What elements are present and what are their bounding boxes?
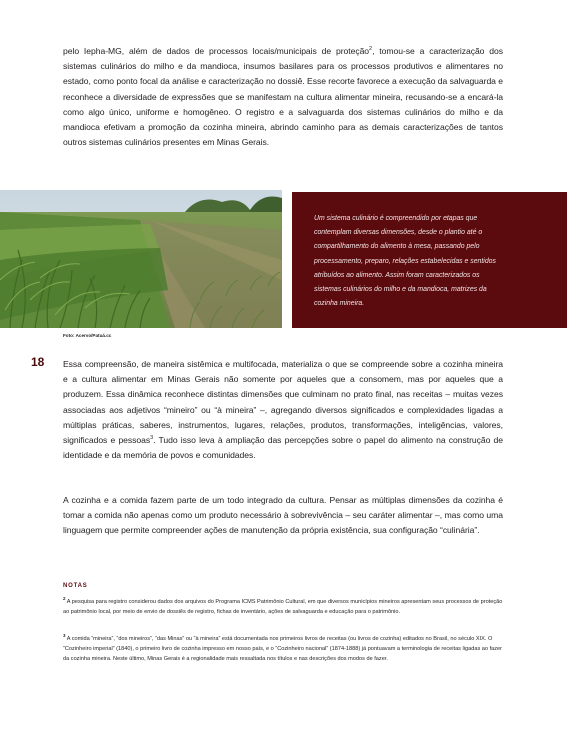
footnote-2 bbox=[63, 597, 503, 617]
text-run: pelo Iepha-MG, além de dados de processos locais/municipais de proteção bbox=[63, 46, 370, 56]
cornfield-image bbox=[0, 190, 282, 328]
photo-caption: Foto: Acervo/Patuá.cc bbox=[63, 333, 112, 338]
body-paragraph-2 bbox=[63, 357, 503, 463]
body-paragraph-3 bbox=[63, 493, 503, 539]
quote-box bbox=[292, 192, 567, 328]
footnote-ref: 2 bbox=[369, 46, 373, 53]
text-run: Essa compreensão, de maneira sistêmica e multifocada, materializa o que se compreende sobre a cozinha mineira e a cultura alimentar em Minas Gerais não somente por aqueles que a consomem, mas por aqueles que a produzem. Essa dinâmica reconhece distintas dimensões que culminam no prato final, nas receitas – muitas vezes associadas aos adjetivos “mineiro” ou “à mineira” –, agregando diversos significados e complexidades ligadas a múltiplas práticas, saberes, instrumentos, lugares, relações, produtos, transformações, inteligências, valores, significados e pessoas bbox=[63, 359, 503, 446]
text-run: A pesquisa para registro considerou dados dos arquivos do Programa ICMS Patrimônio Cultural, em que diversos municípios mineiros apresentam seus processos de proteção ao patrimônio local, por meio de envio de dossiês de registro, fichas de inventário, ações de salvaguarda e educação para o patrimônio. bbox=[63, 599, 503, 616]
notes-heading: NOTAS bbox=[63, 583, 88, 589]
text-run: . Tudo isso leva à ampliação das percepções sobre o papel do alimento na construção de identidade e da memória de povos e comunidades. bbox=[63, 435, 503, 461]
footnote-ref: 3 bbox=[63, 633, 66, 639]
footnote-3 bbox=[63, 634, 503, 665]
footnote-ref: 3 bbox=[150, 435, 154, 442]
cornfield-photo bbox=[0, 190, 282, 328]
text-run: A cozinha e a comida fazem parte de um todo integrado da cultura. Pensar as múltiplas dimensões da cozinha é tomar a comida não apenas como um produto necessário à sobrevivência – seu caráter alimentar –, mas como uma linguagem que permite compreender ações de manutenção da própria existência, sua configuração “culinária”. bbox=[63, 495, 503, 536]
body-paragraph-1 bbox=[63, 44, 503, 150]
text-run: A comida “mineira”, “dos mineiros”, “das Minas” ou “à mineira” está documentada nos primeiros livros de receitas (ou livros de cozinha) editados no Brasil, no século XIX. O “Cozinheiro imperial” (1840), o primeiro livro de cozinha impresso em nosso país, e o “Cozinheiro nacional” (1874-1888) já pontuavam a terminologia de receitas ligadas ao fazer da cozinha mineira. Neste último, Minas Gerais é a regionalidade mais ressaltada nos títulos e nas descrições dos modos de fazer. bbox=[63, 636, 503, 663]
text-run: , tomou-se a caracterização dos sistemas culinários do milho e da mandioca, insumos basilares para os processos produtivos e alimentares no estado, como ponto focal da análise e caracterização no dossiê. Esse recorte favorece a execução da salvaguarda e reconhece a diversidade de expressões que se manifestam na cultura alimentar mineira, recusando-se a encará-la como algo único, uniforme e homogêneo. O registro e a salvaguarda dos sistemas culinários do milho e da mandioca efetivam a promoção da cozinha mineira, abrindo caminho para as demais caracterizações de tantos outros sistemas culinários presentes em Minas Gerais. bbox=[63, 46, 504, 148]
quote-text: Um sistema culinário é compreendido por etapas que contemplam diversas dimensões, desde o plantio até o compartilhamento do alimento à mesa, passando pelo processamento, preparo, relações estabelecidas e sentidos atribuídos ao alimento. Assim foram caracterizados os sistemas culinários do milho e da mandioca, matrizes da cozinha mineira. bbox=[314, 215, 496, 308]
footnote-ref: 2 bbox=[63, 596, 66, 602]
page-number: 18 bbox=[31, 355, 45, 369]
